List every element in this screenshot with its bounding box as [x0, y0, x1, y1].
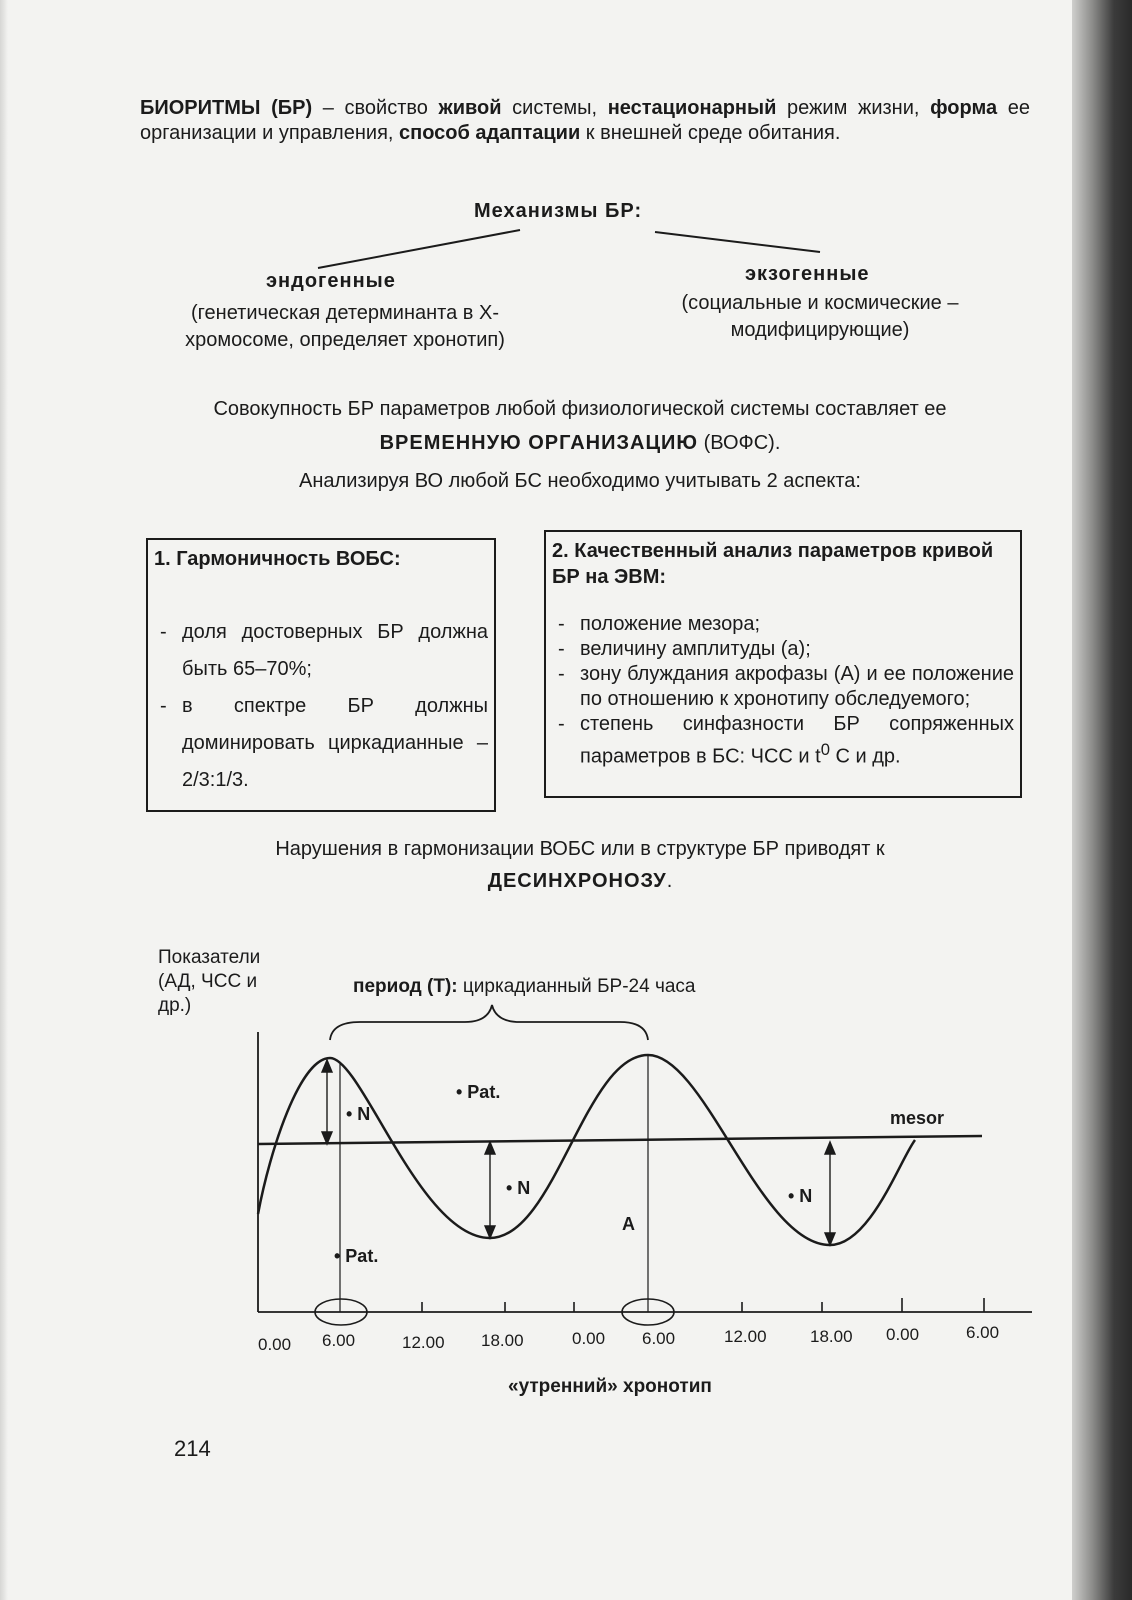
- list-item: - в спектре БР должны доминировать циркадианные – 2/3:1/3.: [154, 688, 488, 799]
- desync-period: .: [666, 870, 673, 892]
- list-item-text: степень синфазности БР сопряженных параметров в БС: ЧСС и t: [580, 713, 1014, 768]
- intro-text: к внешней среде обитания.: [580, 122, 841, 144]
- chart-y-label: Показатели (АД, ЧСС и др.): [158, 947, 261, 1016]
- vofs-line-1: Совокупность БР параметров любой физиологической системы составляет ее: [213, 398, 947, 420]
- harmony-box-title: 1. Гармоничность ВОБС:: [154, 548, 401, 570]
- list-item: - доля достоверных БР должна быть 65–70%;: [154, 614, 488, 688]
- analysis-box-title: 2. Качественный анализ параметров кривой БР на ЭВМ:: [552, 540, 994, 588]
- x-tick-label: 0.00: [886, 1325, 920, 1344]
- mesor-line: [258, 1136, 982, 1144]
- page-number: 214: [174, 1436, 211, 1461]
- amplitude-arrow-1: [322, 1060, 332, 1144]
- marker-pat: • Pat.: [334, 1246, 379, 1266]
- intro-bold-adaptation: способ адаптации: [399, 122, 581, 144]
- marker-n: • N: [788, 1186, 813, 1206]
- book-binding-shadow: [1072, 0, 1132, 1600]
- biorhythm-curve: [258, 1055, 915, 1245]
- marker-n: • N: [506, 1178, 531, 1198]
- exogenous-description: (социальные и космические – модифицирующие): [681, 292, 959, 341]
- x-tick-label: 0.00: [572, 1329, 606, 1348]
- x-tick-label: 6.00: [966, 1323, 1000, 1342]
- period-term: период (Т):: [353, 976, 458, 997]
- x-tick-label: 6.00: [322, 1331, 356, 1350]
- amplitude-arrow-3: [825, 1142, 835, 1245]
- intro-text: режим жизни,: [776, 97, 931, 119]
- period-brace: [330, 1005, 648, 1040]
- x-tick-label: 12.00: [724, 1327, 767, 1346]
- list-item: - величину амплитуды (а);: [552, 637, 1014, 662]
- x-tick-label: 12.00: [402, 1333, 445, 1352]
- intro-bold-living: живой: [438, 97, 502, 119]
- intro-term: БИОРИТМЫ (БР): [140, 97, 313, 119]
- x-tick-labels: [258, 1323, 999, 1354]
- desync-term: ДЕСИНХРОНОЗУ: [487, 870, 667, 892]
- period-text: циркадианный БР-24 часа: [457, 976, 696, 997]
- intro-text: – свойство: [312, 97, 439, 119]
- amplitude-arrow-2: [485, 1142, 495, 1238]
- list-item: - зону блуждания акрофазы (А) и ее положение по отношению к хронотипу обследуемого;: [552, 662, 1014, 712]
- endogenous-title: эндогенные: [266, 270, 396, 292]
- list-item: - положение мезора;: [552, 612, 1014, 637]
- vofs-abbrev: (ВОФС).: [698, 432, 781, 454]
- intro-text: ее организации и управления,: [140, 97, 1030, 144]
- intro-bold-nonstationary: нестационарный: [607, 97, 777, 119]
- mesor-label: mesor: [890, 1108, 945, 1128]
- intro-text: системы,: [501, 97, 608, 119]
- endogenous-description: (генетическая детерминанта в X-хромосоме, определяет хронотип): [185, 302, 505, 351]
- mechanisms-title: Механизмы БР:: [474, 200, 643, 222]
- x-tick-label: 18.00: [481, 1331, 524, 1350]
- chart-caption: «утренний» хронотип: [508, 1376, 712, 1397]
- acrophase-label: A: [622, 1214, 635, 1234]
- x-axis-ticks: [422, 1298, 984, 1312]
- exogenous-title: экзогенные: [745, 263, 870, 285]
- list-item-text: С и др.: [829, 745, 901, 768]
- vofs-term: ВРЕМЕННУЮ ОРГАНИЗАЦИЮ: [379, 432, 699, 454]
- chart-markers: [334, 1082, 812, 1266]
- desync-line-1: Нарушения в гармонизации ВОБС или в структуре БР приводят к: [275, 838, 885, 860]
- marker-pat: • Pat.: [456, 1082, 501, 1102]
- superscript-zero: 0: [820, 740, 830, 759]
- x-tick-label: 18.00: [810, 1327, 853, 1346]
- intro-bold-form: форма: [930, 97, 998, 119]
- vofs-line-3: Анализируя ВО любой БС необходимо учитывать 2 аспекта:: [299, 470, 861, 492]
- x-tick-label: 0.00: [258, 1335, 292, 1354]
- x-tick-label: 6.00: [642, 1329, 676, 1348]
- marker-n: • N: [346, 1104, 371, 1124]
